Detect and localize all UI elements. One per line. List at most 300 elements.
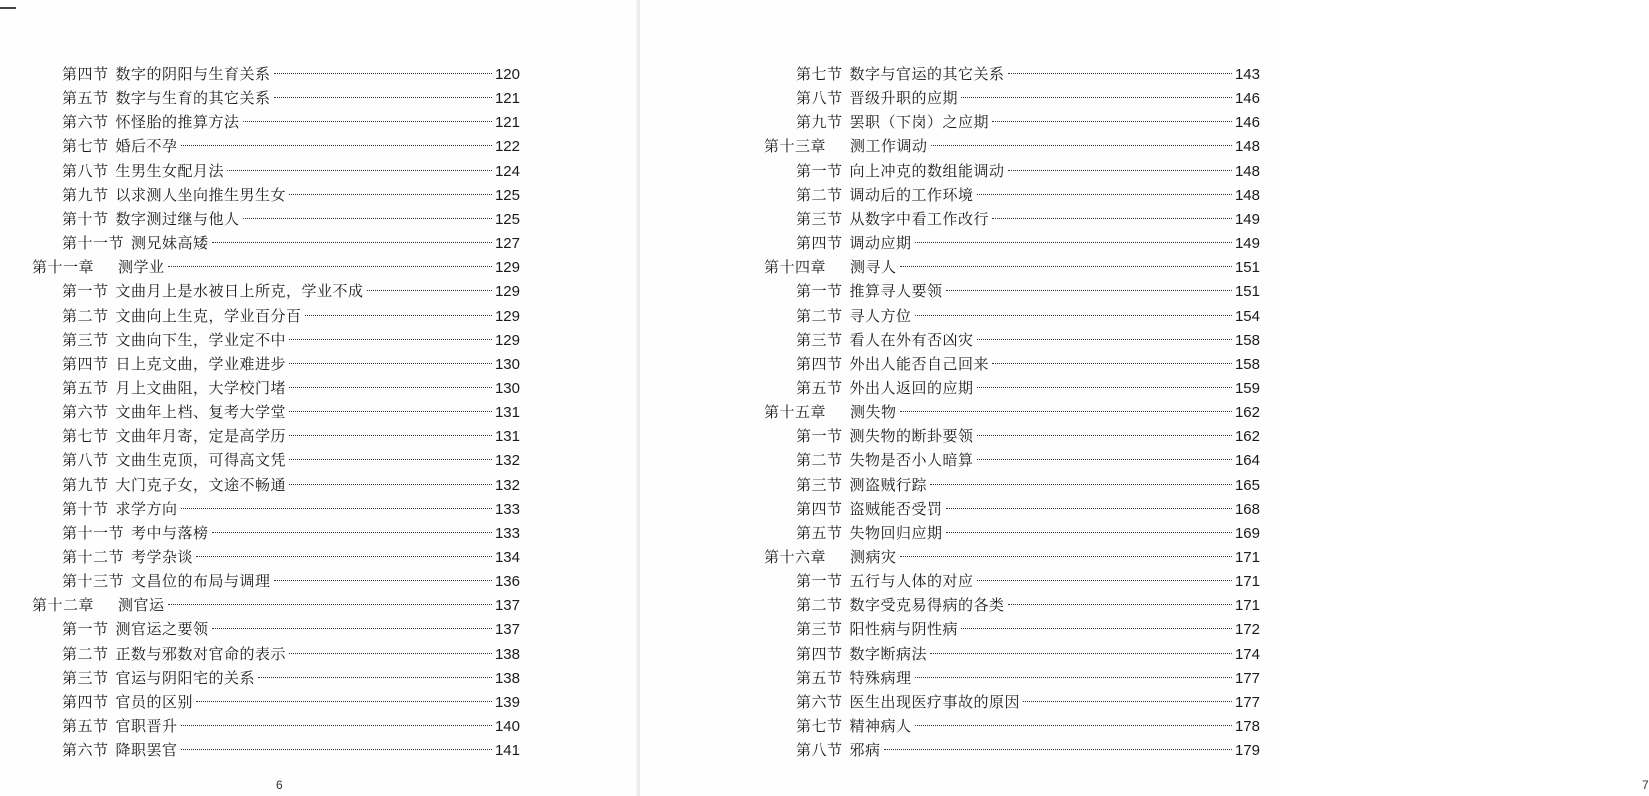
section-title: 外出人能否自己回来 [849,354,990,373]
dot-leader [930,653,1232,654]
toc-chapter-entry [764,400,1260,424]
section-number: 第二节 [796,306,843,325]
toc-section-entry [62,448,520,472]
section-number: 第七节 [796,65,843,83]
toc-page-number: 138 [494,669,520,687]
dot-leader [212,628,492,629]
dot-leader [977,339,1232,340]
dot-leader [884,749,1232,750]
section-title: 官员的区别 [115,692,194,711]
toc-section-entry [62,134,520,158]
section-number: 第五节 [796,668,843,687]
section-title: 正数与邪数对官命的表示 [115,644,287,663]
toc-entry-label [796,617,958,641]
toc-chapter-entry [764,134,1260,158]
section-title: 考中与落榜 [131,523,209,542]
section-number: 第七节 [62,427,109,446]
toc-page-number: 121 [494,114,520,132]
toc-section-entry [62,521,520,545]
dot-leader [196,556,492,557]
toc-page-number: 151 [1234,283,1260,301]
section-number: 第六节 [796,692,843,711]
toc-page-number: 164 [1234,452,1260,470]
toc-page-number: 133 [494,500,520,518]
dot-leader [289,435,492,436]
toc-page-number: 151 [1234,259,1260,277]
section-title: 考学杂谈 [131,548,194,566]
toc-page-number: 122 [494,138,520,156]
section-title: 向上冲克的数组能调动 [849,161,1005,180]
dot-leader [992,121,1232,122]
dot-leader [1008,604,1232,605]
dot-leader [289,339,492,340]
dot-leader [977,580,1232,581]
section-title: 调动后的工作环境 [849,185,974,204]
toc-section-entry [796,593,1260,617]
section-number: 第二节 [62,644,109,663]
section-number: 第一节 [796,572,843,591]
section-title: 调动应期 [849,234,912,253]
toc-page-number: 158 [1234,355,1260,373]
section-title: 数字受克易得病的各类 [849,596,1005,615]
toc-entry-label [32,593,165,617]
section-number: 第五节 [62,89,109,108]
dot-leader [992,218,1232,219]
toc-page-number: 171 [1234,573,1260,591]
toc-entry-label [796,521,943,545]
toc-entry-label [62,424,286,448]
toc-entry-label [62,352,286,376]
toc-page-number: 177 [1234,669,1260,687]
section-number: 第七节 [62,137,109,156]
toc-entry-label [62,642,286,666]
dot-leader [915,315,1232,316]
section-number: 第十节 [62,209,109,228]
section-number: 第一节 [62,282,109,301]
toc-page-number: 127 [494,235,520,253]
toc-section-entry [796,497,1260,521]
dot-leader [1008,170,1232,171]
toc-section-entry [62,376,520,400]
toc-section-entry [796,569,1260,593]
toc-page-number: 149 [1234,210,1260,228]
toc-page-number: 137 [494,621,520,639]
toc-entry-label [796,690,1020,714]
section-number: 第九节 [62,185,109,204]
section-number: 第三节 [796,330,843,349]
section-title: 文曲生克顶，可得高文凭 [115,451,287,470]
toc-section-entry [796,86,1260,110]
section-number: 第一节 [62,620,109,639]
section-number: 第七节 [796,717,843,736]
dot-leader [181,725,492,726]
dot-leader [227,170,492,171]
section-number: 第六节 [62,741,109,760]
section-number: 第六节 [62,113,109,132]
dot-leader [900,556,1232,557]
dot-leader [289,194,492,195]
toc-section-entry [62,617,520,641]
toc-page-number: 178 [1234,718,1260,736]
toc-entry-label [62,738,178,762]
toc-section-entry [796,690,1260,714]
toc-page-number: 134 [494,549,520,566]
toc-entry-label [796,231,912,255]
dot-leader [946,532,1232,533]
toc-section-entry [62,569,520,593]
section-title: 月上文曲阻，大学校门堵 [115,378,287,397]
dot-leader [212,532,492,533]
toc-section-entry [796,207,1260,231]
toc-page-number: 132 [494,452,520,470]
toc-chapter-entry [764,255,1260,279]
toc-chapter-entry [32,593,520,617]
section-number: 第四节 [796,234,843,253]
toc-section-entry [796,714,1260,738]
toc-section-entry [796,376,1260,400]
dot-leader [289,387,492,388]
toc-page-number: 149 [1234,235,1260,253]
section-number: 第五节 [62,378,109,397]
dot-leader [977,194,1232,195]
toc-entry-label [796,497,943,521]
toc-page-number: 154 [1234,307,1260,325]
section-title: 盗贼能否受罚 [849,499,943,518]
toc-entry-label [62,207,240,231]
toc-entry-label [764,134,928,158]
section-title: 以求测人坐向推生男生女 [115,185,287,204]
dot-leader [168,266,492,267]
dot-leader [961,628,1232,629]
toc-page-number: 136 [494,573,520,591]
toc-entry-label [796,86,958,110]
toc-page-number: 121 [494,90,520,108]
section-title: 数字与官运的其它关系 [849,65,1005,83]
section-title: 婚后不孕 [115,137,178,156]
toc-chapter-entry [32,255,520,279]
toc-section-entry [796,642,1260,666]
toc-entry-label [796,593,1005,617]
toc-entry-label [62,666,255,690]
section-title: 文曲向上生克，学业百分百 [115,306,302,325]
section-title: 数字测过继与他人 [115,209,240,228]
toc-section-entry [796,617,1260,641]
section-title: 精神病人 [849,717,912,736]
toc-page-number: 169 [1234,524,1260,542]
toc-entry-label [62,473,286,497]
section-title: 罢职（下岗）之应期 [849,113,990,132]
dot-leader [1023,701,1232,702]
section-number: 第九节 [62,475,109,494]
dot-leader [977,435,1232,436]
toc-page-number: 129 [494,307,520,325]
toc-page-number: 146 [1234,114,1260,132]
section-title: 外出人返回的应期 [849,378,974,397]
dot-leader [212,242,492,243]
toc-page-number: 131 [494,428,520,446]
section-number: 第二节 [796,451,843,470]
section-number: 第十一节 [62,234,125,253]
toc-page-number: 177 [1234,693,1260,711]
toc-section-entry [62,110,520,134]
toc-page-number: 174 [1234,645,1260,663]
chapter-number: 第十二章 [32,596,95,615]
toc-entry-label [764,255,897,279]
toc-page-number: 141 [494,742,520,760]
toc-entry-label [62,110,240,134]
section-title: 日上克文曲，学业难进步 [115,354,287,373]
toc-page-number: 179 [1234,742,1260,760]
section-title: 怀怪胎的推算方法 [115,113,240,132]
dot-leader [168,604,492,605]
dot-leader [289,653,492,654]
section-title: 测兄妹高矮 [131,234,209,253]
section-number: 第三节 [796,209,843,228]
toc-section-entry [796,738,1260,762]
section-title: 医生出现医疗事故的原因 [849,692,1021,711]
toc-entry-label [62,545,193,569]
chapter-title: 测学业 [118,258,165,277]
toc-entry-label [796,62,1005,86]
section-number: 第四节 [796,354,843,373]
dot-leader [274,73,492,74]
toc-page-number: 125 [494,210,520,228]
toc-page-number: 171 [1234,597,1260,615]
section-title: 文曲向下生，学业定不中 [115,330,287,349]
section-title: 文昌位的布局与调理 [131,572,271,591]
section-title: 降职罢官 [115,741,178,760]
toc-entry-label [62,279,364,303]
dot-leader [258,677,492,678]
toc-entry-label [796,279,943,303]
section-number: 第三节 [796,620,843,639]
toc-entry-label [62,62,271,86]
toc-page-number: 129 [494,283,520,301]
toc-section-entry [62,690,520,714]
toc-entry-label [32,255,165,279]
toc-entry-label [62,617,209,641]
section-number: 第三节 [796,475,843,494]
toc-section-entry [62,666,520,690]
section-title: 寻人方位 [849,306,912,325]
toc-section-entry [62,545,520,569]
section-number: 第六节 [62,403,109,422]
section-title: 数字的阴阳与生育关系 [115,65,271,83]
section-title: 数字与生育的其它关系 [115,89,271,108]
toc-entry-label [62,400,286,424]
toc-entry-label [796,448,974,472]
toc-section-entry [796,448,1260,472]
section-number: 第四节 [796,499,843,518]
toc-section-entry [796,521,1260,545]
toc-page-number: 130 [494,379,520,397]
toc-section-entry [796,183,1260,207]
dot-leader [289,363,492,364]
dot-leader [992,363,1232,364]
section-number: 第四节 [62,692,109,711]
section-number: 第九节 [796,113,843,132]
dot-leader [181,145,492,146]
toc-page-number: 120 [494,66,520,83]
toc-entry-label [764,400,897,424]
toc-page-number: 140 [494,718,520,736]
section-number: 第二节 [796,596,843,615]
toc-chapter-entry [764,545,1260,569]
section-number: 第三节 [62,668,109,687]
toc-section-entry [796,279,1260,303]
toc-entry-label [62,231,209,255]
chapter-number: 第十三章 [764,137,827,156]
toc-section-entry [796,328,1260,352]
toc-page-number: 133 [494,524,520,542]
toc-page-number: 171 [1234,549,1260,566]
section-number: 第八节 [62,161,109,180]
section-title: 测官运之要领 [115,620,209,639]
toc-section-entry [62,279,520,303]
dot-leader [915,725,1232,726]
dot-leader [367,290,492,291]
toc-page-number: 148 [1234,186,1260,204]
toc-section-entry [62,304,520,328]
section-number: 第四节 [62,65,109,83]
section-number: 第十节 [62,499,109,518]
toc-entry-label [62,328,286,352]
toc-entry-label [796,714,912,738]
dot-leader [977,459,1232,460]
dot-leader [274,580,492,581]
section-number: 第二节 [62,306,109,325]
toc-section-entry [62,738,520,762]
toc-entry-label [62,86,271,110]
section-title: 推算寻人要领 [849,282,943,301]
section-number: 第五节 [796,378,843,397]
toc-entry-label [796,738,881,762]
dot-leader [930,484,1232,485]
toc-page-number: 168 [1234,500,1260,518]
section-title: 晋级升职的应期 [849,89,959,108]
toc-entry-label [796,424,974,448]
section-number: 第一节 [796,427,843,446]
toc-page-number: 143 [1234,66,1260,83]
toc-section-entry [796,110,1260,134]
dot-leader [977,387,1232,388]
toc-section-entry [62,400,520,424]
dot-leader [915,677,1232,678]
dot-leader [274,97,492,98]
toc-entry-label [62,448,286,472]
toc-entry-label [62,497,178,521]
dot-leader [243,121,492,122]
toc-section-entry [62,183,520,207]
toc-section-entry [796,666,1260,690]
section-title: 官运与阴阳宅的关系 [115,668,256,687]
toc-page-number: 138 [494,645,520,663]
toc-entry-label [62,304,302,328]
toc-entry-label [796,328,974,352]
dot-leader [900,411,1232,412]
section-number: 第八节 [796,89,843,108]
chapter-number: 第十六章 [764,548,827,566]
section-number: 第十三节 [62,572,125,591]
toc-entry-label [796,666,912,690]
section-title: 生男生女配月法 [115,161,225,180]
dot-leader [931,145,1232,146]
dot-leader [243,218,492,219]
toc-page-number: 165 [1234,476,1260,494]
toc-page-number: 148 [1234,138,1260,156]
toc-section-entry [796,62,1260,86]
toc-section-entry [796,304,1260,328]
toc-page-number: 129 [494,259,520,277]
toc-section-entry [62,207,520,231]
section-number: 第三节 [62,330,109,349]
toc-page-number: 132 [494,476,520,494]
dot-leader [900,266,1232,267]
toc-entry-label [62,376,286,400]
toc-section-entry [796,473,1260,497]
right-page [640,0,1649,796]
toc-page-number: 158 [1234,331,1260,349]
section-title: 官职晋升 [115,717,178,736]
toc-section-entry [796,231,1260,255]
toc-page-number: 148 [1234,162,1260,180]
toc-entry-label [796,110,989,134]
chapter-number: 第十一章 [32,258,95,277]
toc-entry-label [796,569,974,593]
toc-section-entry [796,424,1260,448]
dot-leader [961,97,1232,98]
chapter-title: 测工作调动 [850,137,928,156]
section-title: 数字断病法 [849,644,928,663]
toc-page-number: 130 [494,355,520,373]
section-title: 文曲年月寄，定是高学历 [115,427,287,446]
section-title: 失物是否小人暗算 [849,451,974,470]
toc-section-entry [62,86,520,110]
dot-leader [181,508,492,509]
page-number-left: 6 [276,778,283,792]
toc-entry-label [796,473,927,497]
section-number: 第五节 [796,523,843,542]
section-title: 文曲年上档、复考大学堂 [115,403,287,422]
toc-entry-label [62,159,224,183]
toc-entry-label [796,352,989,376]
dot-leader [915,242,1232,243]
toc-entry-label [62,569,271,593]
toc-page-number: 125 [494,186,520,204]
toc-section-entry [62,714,520,738]
toc-entry-label [796,376,974,400]
section-title: 五行与人体的对应 [849,572,974,591]
top-edge-mark [0,7,16,9]
section-title: 阳性病与阴性病 [849,620,959,639]
section-title: 文曲月上是水被日上所克，学业不成 [115,282,364,301]
section-number: 第一节 [796,282,843,301]
section-number: 第八节 [62,451,109,470]
dot-leader [196,701,492,702]
left-page [0,0,640,796]
toc-page-number: 159 [1234,379,1260,397]
toc-section-entry [62,231,520,255]
toc-entry-label [796,183,974,207]
toc-entry-label [796,304,912,328]
toc-section-entry [62,424,520,448]
toc-entry-label [796,642,927,666]
section-title: 特殊病理 [849,668,912,687]
chapter-number: 第十五章 [764,403,827,422]
toc-page-number: 129 [494,331,520,349]
page-number-right: 7 [1642,778,1649,792]
section-title: 测失物的断卦要领 [849,427,974,446]
